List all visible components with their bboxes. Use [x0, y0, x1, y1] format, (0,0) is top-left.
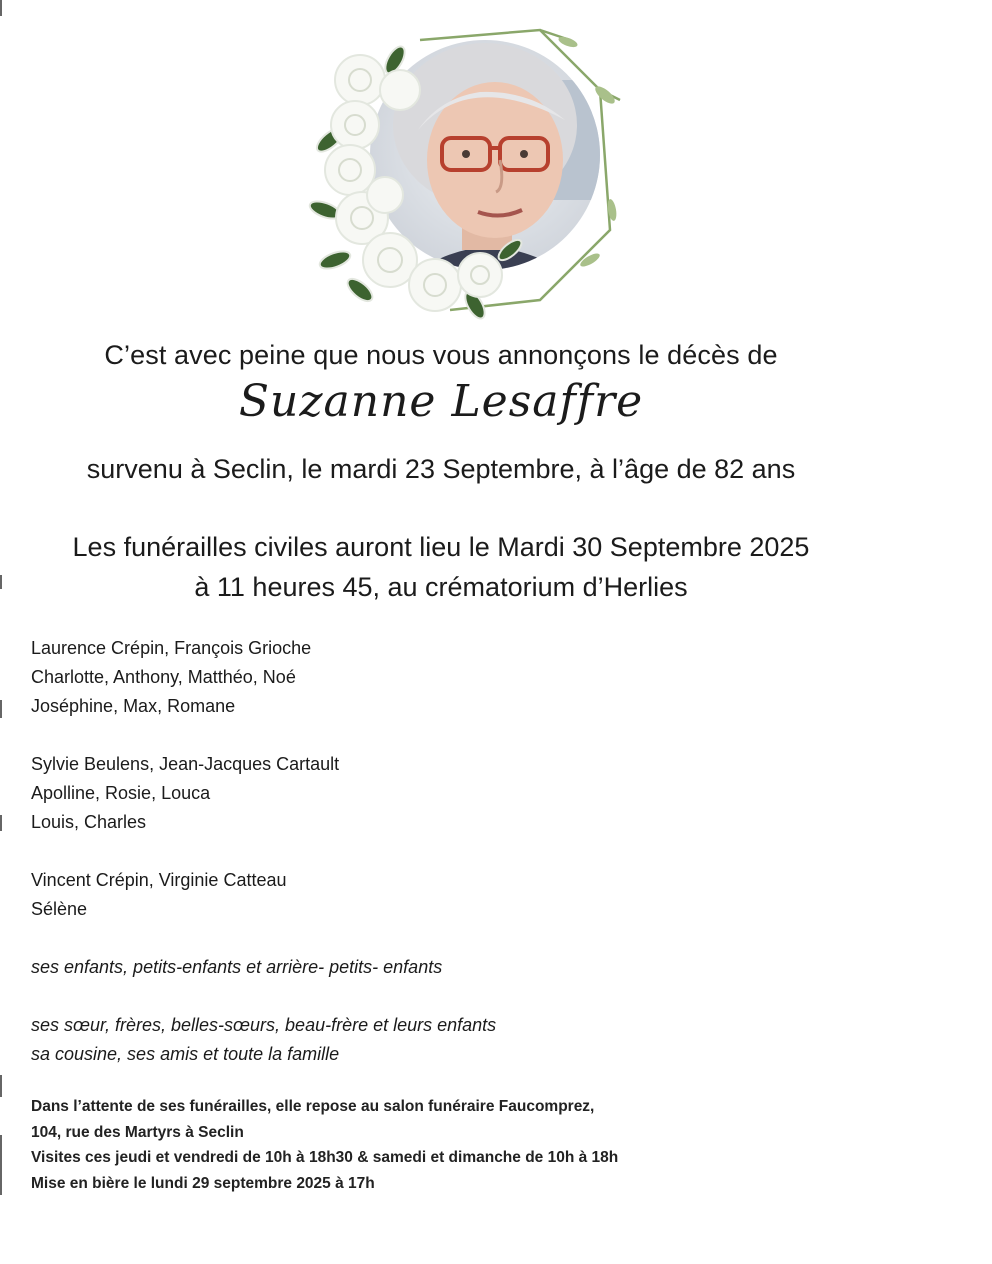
family-line: Sélène: [31, 899, 88, 919]
family-group-2: [31, 750, 339, 837]
family-line: Vincent Crépin, Virginie Catteau: [31, 870, 287, 890]
family-line: Charlotte, Anthony, Matthéo, Noé: [31, 667, 296, 687]
practical-info: [31, 1094, 618, 1196]
death-details: survenu à Seclin, le mardi 23 Septembre, à l’âge de 82 ans: [86, 454, 796, 484]
family-line: Laurence Crépin, François Grioche: [31, 638, 312, 658]
funeral-line-1: Les funérailles civiles auront lieu le Mardi 30 Septembre 2025: [72, 532, 810, 562]
scan-mark: [0, 700, 2, 718]
scan-mark: [0, 0, 2, 16]
family-line: Louis, Charles: [31, 812, 147, 832]
family-line: Sylvie Beulens, Jean-Jacques Cartault: [31, 754, 340, 774]
info-line: 104, rue des Martyrs à Seclin: [31, 1123, 244, 1141]
info-line: Visites ces jeudi et vendredi de 10h à 18h30 & samedi et dimanche de 10h à 18h: [31, 1149, 619, 1166]
scan-mark: [0, 1075, 2, 1097]
family-line: ses enfants, petits-enfants et arrière- petits- enfants: [31, 957, 443, 977]
deceased-name: Suzanne Lesaffre: [238, 376, 644, 427]
family-group-1: [31, 634, 311, 721]
family-line: sa cousine, ses amis et toute la famille: [31, 1044, 340, 1064]
scan-mark: [0, 575, 2, 589]
family-line: Joséphine, Max, Romane: [31, 696, 236, 716]
scan-mark: [0, 1135, 2, 1195]
family-line: Apolline, Rosie, Louca: [31, 783, 211, 803]
portrait-wreath: [300, 20, 650, 330]
family-group-3: [31, 866, 287, 924]
family-line: ses sœur, frères, belles-sœurs, beau-frère et leurs enfants: [31, 1015, 497, 1035]
announcement-intro: C’est avec peine que nous vous annonçons le décès de: [104, 340, 778, 370]
relation-line-1: [31, 953, 442, 982]
scan-mark: [0, 815, 2, 831]
info-line: Dans l’attente de ses funérailles, elle repose au salon funéraire Faucomprez,: [31, 1098, 595, 1115]
relation-group-2: [31, 1011, 496, 1069]
info-line: Mise en bière le lundi 29 septembre 2025 à 17h: [31, 1174, 375, 1192]
funeral-line-2: à 11 heures 45, au crématorium d’Herlies: [194, 572, 688, 602]
